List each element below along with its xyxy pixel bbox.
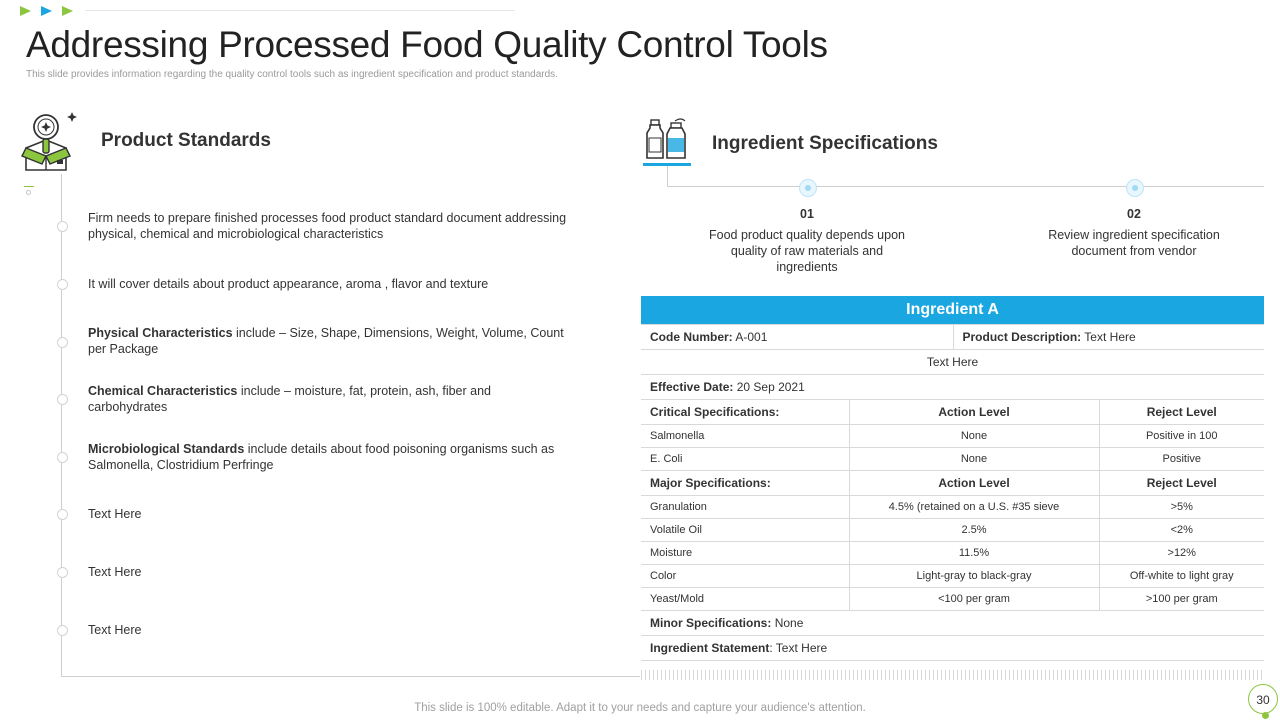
table-row — [641, 425, 1264, 448]
location-pin-icon — [1126, 179, 1144, 197]
code-number-cell: Code Number: A-001 — [641, 325, 953, 350]
timeline-bullet — [57, 279, 68, 290]
table-cell: Positive — [1099, 448, 1264, 471]
table-cell: Yeast/Mold — [641, 588, 849, 611]
product-standards-heading: Product Standards — [101, 130, 271, 151]
table-row — [641, 588, 1264, 611]
table-cell: >100 per gram — [1099, 588, 1264, 611]
step-text: Review ingredient specification document from vendor — [1048, 228, 1220, 258]
table-cell: None — [849, 448, 1099, 471]
list-item: Text Here — [88, 507, 142, 521]
decorative-arrows — [20, 4, 73, 18]
effective-date-cell: Effective Date: 20 Sep 2021 — [641, 375, 1264, 400]
table-cell: Off-white to light gray — [1099, 565, 1264, 588]
minor-specifications-cell: Minor Specifications: None — [641, 611, 1264, 636]
list-item: Text Here — [88, 623, 142, 637]
list-item: Text Here — [88, 565, 142, 579]
step-text: Food product quality depends upon quality of raw materials and ingredients — [709, 228, 905, 274]
table-cell: Reject Level — [1099, 400, 1264, 425]
timeline-start-dot — [26, 190, 31, 195]
table-cell: 11.5% — [849, 542, 1099, 565]
table-row — [641, 375, 1264, 400]
table-row — [641, 325, 1264, 350]
step-number: 01 — [800, 207, 814, 221]
page-title: Addressing Processed Food Quality Control Tools — [26, 24, 828, 65]
heading-accent — [24, 186, 34, 187]
location-pin-icon — [799, 179, 817, 197]
list-item: Chemical Characteristics include – moisture, fat, protein, ash, fiber and carbohydrates — [88, 384, 492, 414]
table-cell: Major Specifications: — [641, 471, 849, 496]
table-cell: Positive in 100 — [1099, 425, 1264, 448]
ingredient-specifications-heading: Ingredient Specifications — [712, 133, 938, 154]
product-description-cell: Product Description: Text Here — [953, 325, 1264, 350]
connector-line — [667, 166, 668, 186]
list-item: Firm needs to prepare finished processes food product standard document addressing physical, chemical and microbiological characteristics — [88, 211, 567, 241]
table-row — [641, 542, 1264, 565]
timeline-bullet — [57, 625, 68, 636]
bottles-icon — [645, 118, 691, 160]
table-subheader-row — [641, 400, 1264, 425]
timeline-bullet — [57, 567, 68, 578]
arrow-icon — [62, 6, 73, 16]
header-divider — [85, 10, 515, 11]
table-cell: Color — [641, 565, 849, 588]
table-cell: Salmonella — [641, 425, 849, 448]
table-cell: Volatile Oil — [641, 519, 849, 542]
table-cell: 4.5% (retained on a U.S. #35 sieve — [849, 496, 1099, 519]
footer-note: This slide is 100% editable. Adapt it to your needs and capture your audience's attention. — [414, 702, 866, 714]
table-cell: Light-gray to black-gray — [849, 565, 1099, 588]
table-header-row — [641, 296, 1264, 325]
page-badge-dot — [1262, 712, 1269, 719]
table-row — [641, 565, 1264, 588]
table-cell: <100 per gram — [849, 588, 1099, 611]
table-row — [641, 611, 1264, 636]
table-row — [641, 350, 1264, 375]
timeline-bullet — [57, 452, 68, 463]
table-cell: E. Coli — [641, 448, 849, 471]
page-subtitle: This slide provides information regarding the quality control tools such as ingredient specification and product standards. — [26, 69, 558, 80]
table-subheader-row — [641, 471, 1264, 496]
page-number: 30 — [1248, 684, 1278, 714]
table-row — [641, 519, 1264, 542]
table-cell: None — [849, 425, 1099, 448]
table-title: Ingredient A — [641, 296, 1264, 325]
table-cell: Action Level — [849, 471, 1099, 496]
timeline-base-line — [61, 676, 640, 677]
arrow-icon — [41, 6, 52, 16]
decorative-hatch-bar — [641, 670, 1264, 680]
timeline-bullet — [57, 394, 68, 405]
list-item: Physical Characteristics include – Size, Shape, Dimensions, Weight, Volume, Count per Package — [88, 326, 564, 356]
table-cell: Action Level — [849, 400, 1099, 425]
timeline-bullet — [57, 337, 68, 348]
table-cell: Critical Specifications: — [641, 400, 849, 425]
magnifier-box-icon — [20, 108, 84, 174]
table-cell: Text Here — [641, 350, 1264, 375]
table-row — [641, 496, 1264, 519]
connector-line — [667, 186, 1264, 187]
list-item: It will cover details about product appearance, aroma , flavor and texture — [88, 277, 489, 291]
table-cell: >5% — [1099, 496, 1264, 519]
timeline-bullet — [57, 509, 68, 520]
table-cell: Moisture — [641, 542, 849, 565]
timeline-line — [61, 174, 62, 677]
table-cell: Granulation — [641, 496, 849, 519]
table-cell: >12% — [1099, 542, 1264, 565]
list-item: Microbiological Standards include details about food poisoning organisms such as Salmonella, Clostridium Perfringe — [88, 442, 555, 472]
ingredient-statement-cell: Ingredient Statement: Text Here — [641, 636, 1264, 661]
table-cell: Reject Level — [1099, 471, 1264, 496]
step-number: 02 — [1127, 207, 1141, 221]
table-row — [641, 636, 1264, 661]
ingredient-spec-table — [641, 296, 1264, 661]
table-cell: 2.5% — [849, 519, 1099, 542]
table-row — [641, 448, 1264, 471]
timeline-bullet — [57, 221, 68, 232]
arrow-icon — [20, 6, 31, 16]
table-cell: <2% — [1099, 519, 1264, 542]
